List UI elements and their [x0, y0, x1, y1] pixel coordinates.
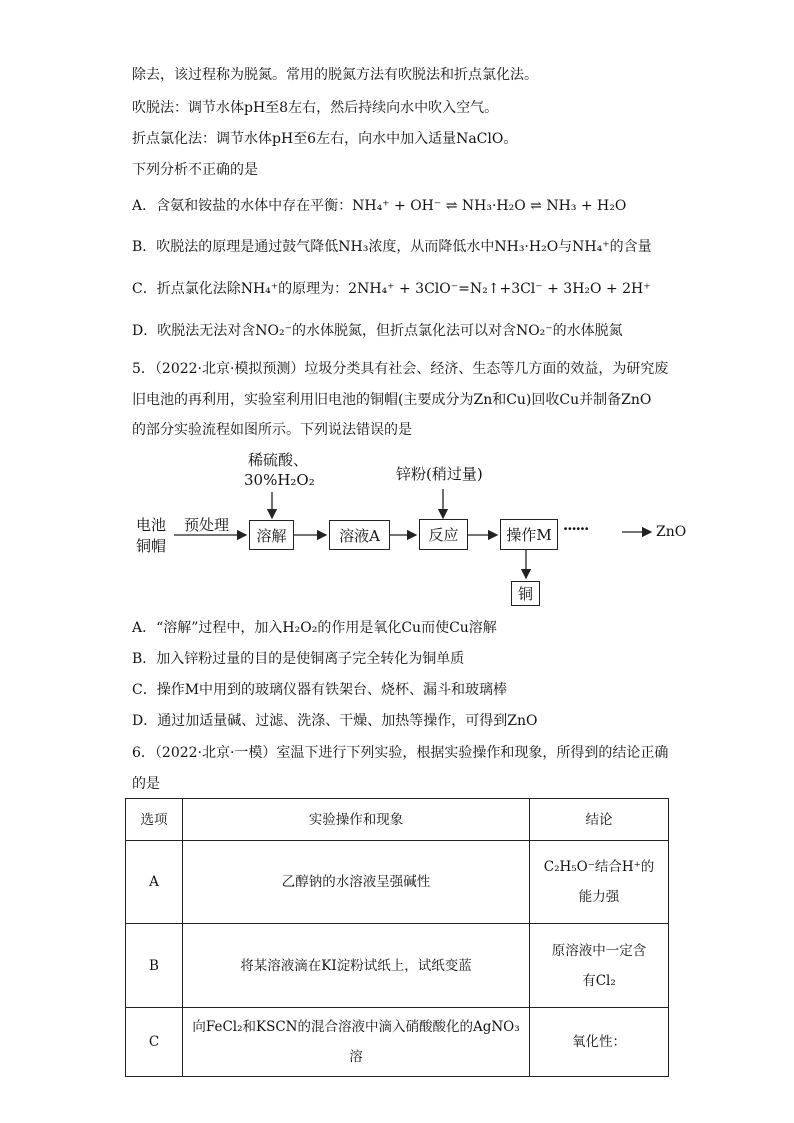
q5-option-a: A．“溶解”过程中，加入H₂O₂的作用是氧化Cu而使Cu溶解 [132, 620, 497, 636]
flow-dots: ······ [563, 520, 589, 538]
q4-option-c: C．折点氯化法除NH₄⁺的原理为：2NH₄⁺ + 3ClO⁻=N₂↑+3Cl⁻ + 3H₂O + 2H⁺ [132, 281, 651, 297]
table-header-row [126, 799, 669, 841]
reagent-label-2: 30%H₂O₂ [244, 471, 315, 489]
row-option: A [126, 841, 183, 924]
row-option: C [126, 1008, 183, 1077]
q5-stem-line-2: 旧电池的再利用，实验室利用旧电池的铜帽(主要成分为Zn和Cu)回收Cu并制备ZnO [132, 392, 652, 408]
zinc-label: 锌粉(稍过量) [396, 465, 483, 483]
table-row [126, 1008, 669, 1077]
conclusion-line-2: 能力强 [578, 889, 620, 905]
row-operation: 乙醇钠的水溶液呈强碱性 [183, 841, 530, 924]
header-operation: 实验操作和现象 [183, 799, 530, 841]
conclusion-line-1: C₂H₅O⁻结合H⁺的 [543, 859, 655, 875]
q6-table [125, 798, 669, 1077]
box-solution-a: 溶液A [329, 520, 390, 550]
row-conclusion [530, 841, 669, 924]
header-option: 选项 [126, 799, 183, 841]
conclusion-line-2: 有Cl₂ [582, 972, 616, 989]
intro-line-2: 吹脱法：调节水体pH至8左右，然后持续向水中吹入空气。 [132, 100, 499, 116]
start-label-2: 铜帽 [136, 537, 167, 555]
q6-stem-line-2: 的是 [132, 776, 160, 792]
pretreat-label: 预处理 [184, 516, 230, 534]
box-dissolve: 溶解 [249, 520, 294, 550]
intro-line-4: 下列分析不正确的是 [132, 162, 258, 178]
row-option: B [126, 924, 183, 1008]
q5-option-d: D．通过加适量碱、过滤、洗涤、干燥、加热等操作，可得到ZnO [132, 713, 538, 729]
q4-option-b: B．吹脱法的原理是通过鼓气降低NH₃浓度，从而降低水中NH₃·H₂O与NH₄⁺的含量 [132, 239, 652, 255]
product-zno: ZnO [656, 524, 687, 540]
header-conclusion: 结论 [530, 799, 669, 841]
q5-stem-line-3: 的部分实验流程如图所示。下列说法错误的是 [132, 422, 412, 438]
intro-line-3: 折点氯化法：调节水体pH至6左右，向水中加入适量NaClO。 [132, 131, 518, 147]
q5-stem-line-1: 5．（2022·北京·模拟预测）垃圾分类具有社会、经济、生态等几方面的效益，为研究废 [132, 361, 669, 377]
row-operation: 向FeCl₂和KSCN的混合溶液中滴入硝酸酸化的AgNO₃溶 [183, 1008, 530, 1077]
q5-option-c: C．操作M中用到的玻璃仪器有铁架台、烧杯、漏斗和玻璃棒 [132, 682, 508, 698]
start-label-1: 电池 [136, 516, 167, 534]
box-react: 反应 [419, 519, 468, 550]
q6-stem-line-1: 6．（2022·北京·一模）室温下进行下列实验，根据实验操作和现象，所得到的结论正确 [132, 745, 669, 761]
q4-option-d: D．吹脱法无法对含NO₂⁻的水体脱氮，但折点氯化法可以对含NO₂⁻的水体脱氮 [132, 323, 623, 339]
table-row [126, 841, 669, 924]
box-operation-m: 操作M [500, 519, 558, 550]
row-operation: 将某溶液滴在KI淀粉试纸上，试纸变蓝 [183, 924, 530, 1008]
intro-line-1: 除去，该过程称为脱氮。常用的脱氮方法有吹脱法和折点氯化法。 [132, 67, 538, 83]
conclusion-line-1: 原溶液中一定含 [551, 942, 647, 959]
conclusion-line-1: 氧化性： [572, 1034, 626, 1050]
row-conclusion [530, 924, 669, 1008]
table-row [126, 924, 669, 1008]
reagent-label-1: 稀硫酸、 [248, 451, 309, 469]
box-copper: 铜 [511, 581, 540, 606]
q5-option-b: B．加入锌粉过量的目的是使铜离子完全转化为铜单质 [132, 651, 465, 667]
row-conclusion [530, 1008, 669, 1077]
q4-option-a: A．含氨和铵盐的水体中存在平衡：NH₄⁺ + OH⁻ ⇌ NH₃·H₂O ⇌ NH₃ + H₂O [132, 198, 627, 214]
